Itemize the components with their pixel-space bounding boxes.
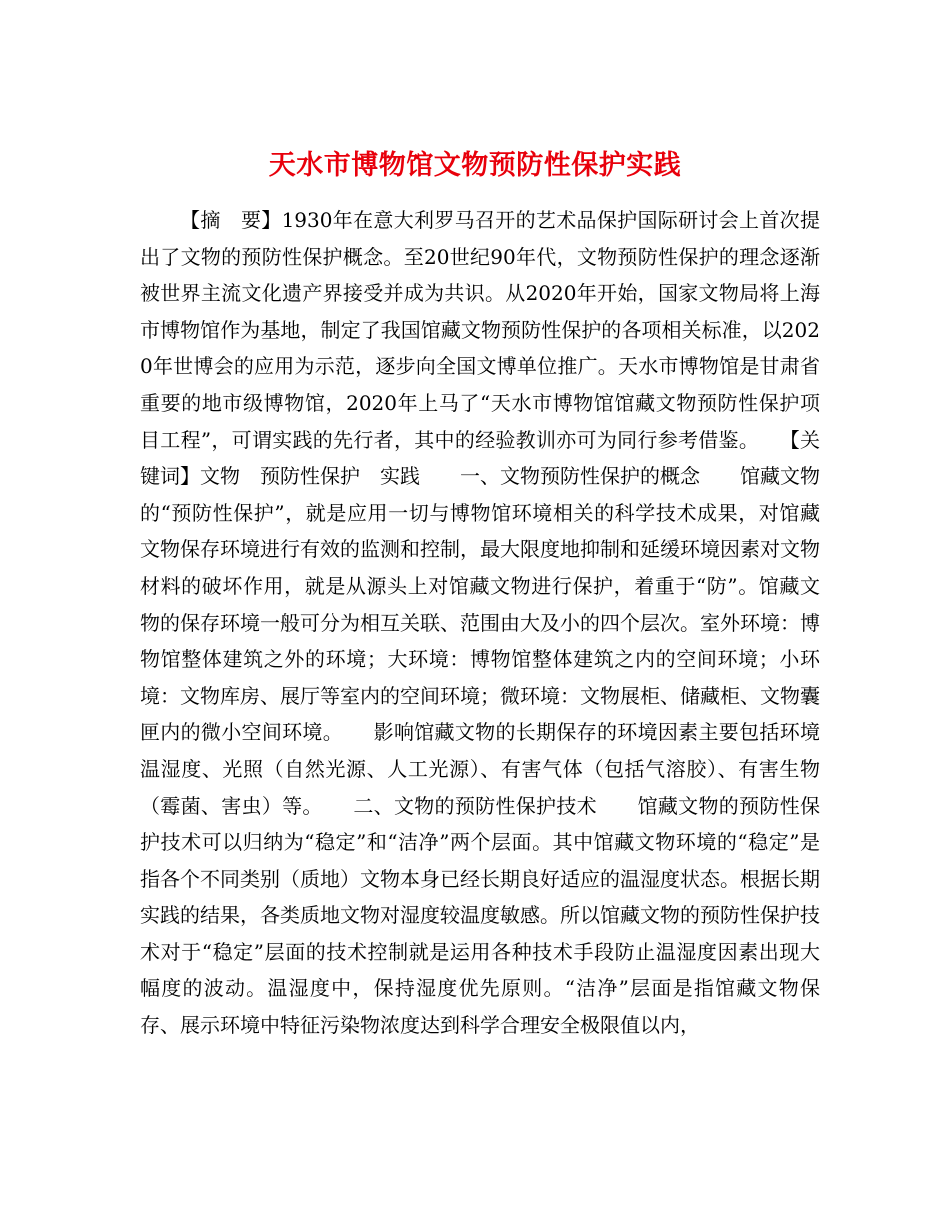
- document-body: 【摘 要】1930年在意大利罗马召开的艺术品保护国际研讨会上首次提出了文物的预防性保护概念。至20世纪90年代，文物预防性保护的理念逐渐被世界主流文化遗产界接受并成为共识。从2020年开始，国家文物局将上海市博物馆作为基地，制定了我国馆藏文物预防性保护的各项相关标准，以2020年世博会的应用为示范，逐步向全国文博单位推广。天水市博物馆是甘肃省重要的地市级博物馆，2020年上马了“天水市博物馆馆藏文物预防性保护项目工程”，可谓实践的先行者，其中的经验教训亦可为同行参考借鉴。 【关键词】文物 预防性保护 实践 一、文物预防性保护的概念 馆藏文物的“预防性保护”，就是应用一切与博物馆环境相关的科学技术成果，对馆藏文物保存环境进行有效的监测和控制，最大限度地抑制和延缓环境因素对文物材料的破坏作用，就是从源头上对馆藏文物进行保护，着重于“防”。馆藏文物的保存环境一般可分为相互关联、范围由大及小的四个层次。室外环境：博物馆整体建筑之外的环境；大环境：博物馆整体建筑之内的空间环境；小环境：文物库房、展厅等室内的空间环境；微环境：文物展柜、储藏柜、文物囊匣内的微小空间环境。 影响馆藏文物的长期保存的环境因素主要包括环境温湿度、光照（自然光源、人工光源）、有害气体（包括气溶胶）、有害生物（霉菌、害虫）等。 二、文物的预防性保护技术 馆藏文物的预防性保护技术可以归纳为“稳定”和“洁净”两个层面。其中馆藏文物环境的“稳定”是指各个不同类别（质地）文物本身已经长期良好适应的温湿度状态。根据长期实践的结果，各类质地文物对湿度较温度敏感。所以馆藏文物的预防性保护技术对于“稳定”层面的技术控制就是运用各种技术手段防止温湿度因素出现大幅度的波动。温湿度中，保持湿度优先原则。“洁净”层面是指馆藏文物保存、展示环境中特征污染物浓度达到科学合理安全极限值以内，: [140, 208, 820, 1038]
- document-title: 天水市博物馆文物预防性保护实践: [268, 150, 682, 182]
